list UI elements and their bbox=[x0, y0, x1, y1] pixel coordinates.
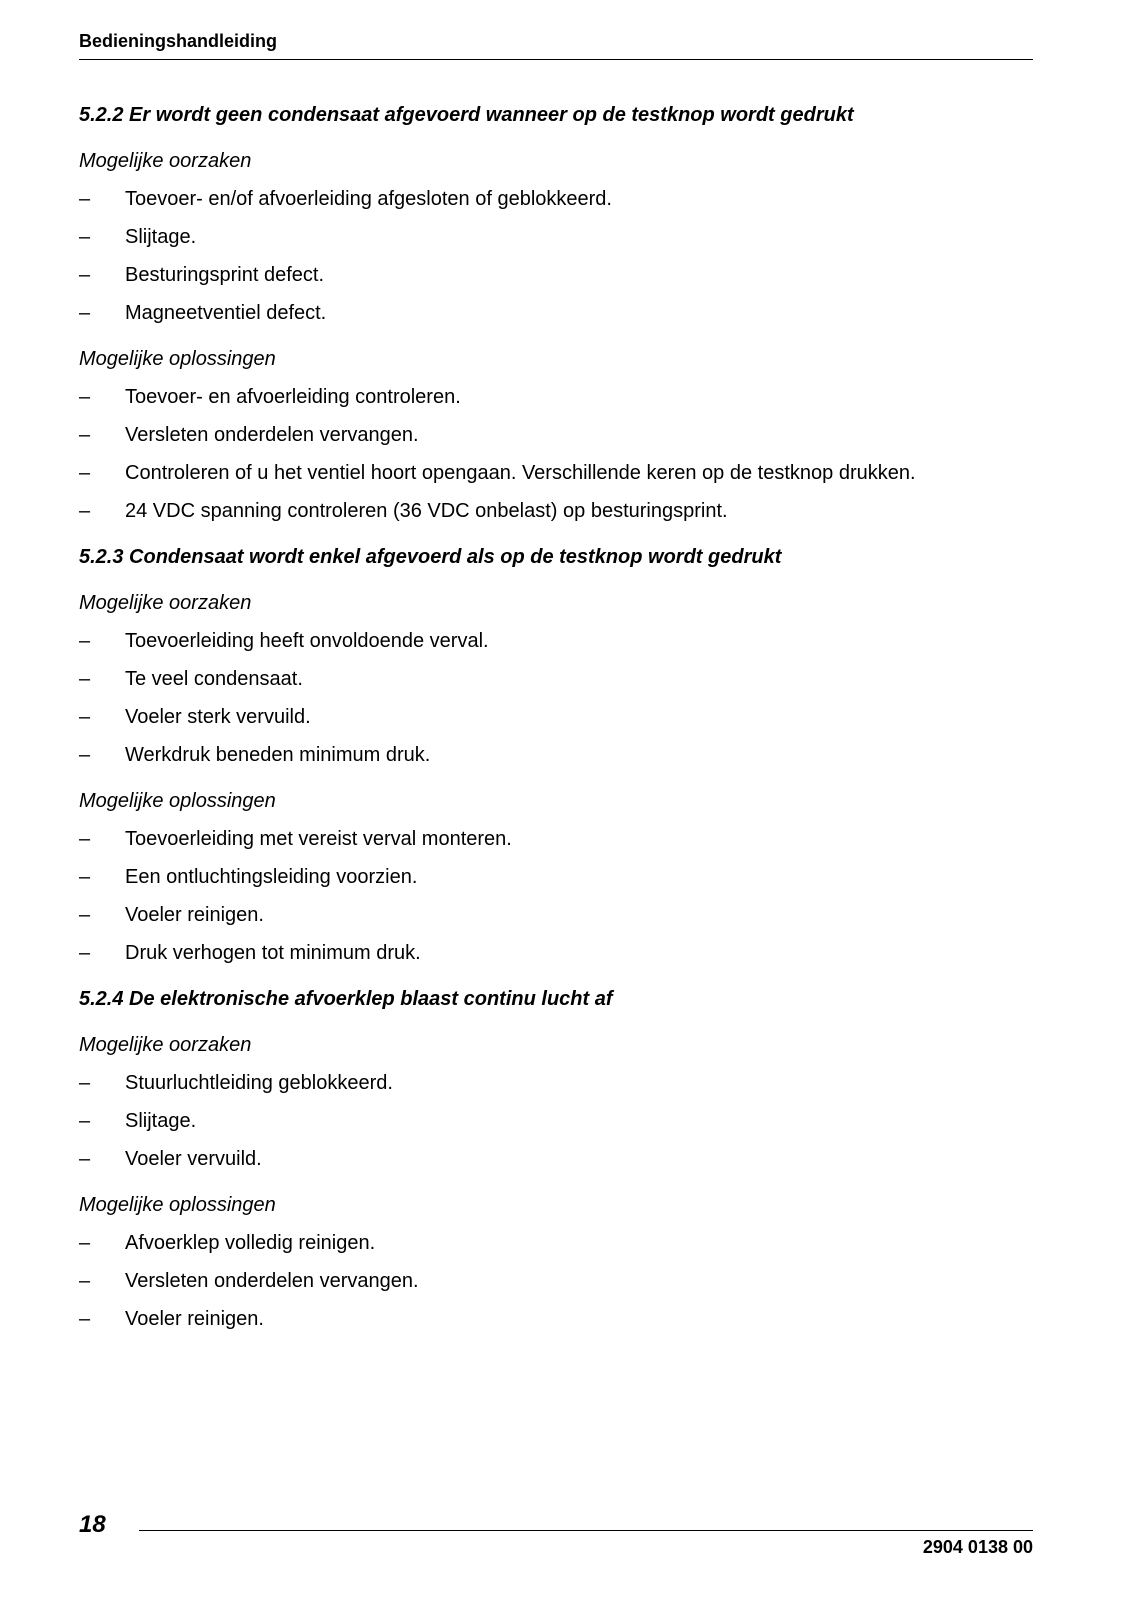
list-item-text: Controleren of u het ventiel hoort opengaan. Verschillende keren op de testknop drukken. bbox=[125, 462, 916, 484]
list-marker: – bbox=[79, 1110, 91, 1132]
list-marker: – bbox=[79, 1308, 91, 1330]
list-item-text: Toevoer- en afvoerleiding controleren. bbox=[125, 386, 461, 408]
list-item bbox=[79, 666, 1039, 704]
list-marker: – bbox=[79, 462, 91, 484]
list-marker: – bbox=[79, 1072, 91, 1094]
list-marker: – bbox=[79, 424, 91, 446]
list-item-text: Toevoer- en/of afvoerleiding afgesloten of geblokkeerd. bbox=[125, 188, 612, 210]
list-item bbox=[79, 224, 1039, 262]
list-marker: – bbox=[79, 904, 91, 926]
list-item-text: Werkdruk beneden minimum druk. bbox=[125, 744, 431, 766]
list-marker: – bbox=[79, 386, 91, 408]
list-item-text: 24 VDC spanning controleren (36 VDC onbelast) op besturingsprint. bbox=[125, 500, 728, 522]
list-marker: – bbox=[79, 302, 91, 324]
list-marker: – bbox=[79, 264, 91, 286]
solutions-list bbox=[79, 826, 1039, 978]
list-item-text: Versleten onderdelen vervangen. bbox=[125, 424, 419, 446]
causes-heading: Mogelijke oorzaken bbox=[79, 592, 252, 614]
causes-list bbox=[79, 186, 1039, 338]
list-marker: – bbox=[79, 828, 91, 850]
document-body bbox=[79, 102, 1039, 1344]
list-item bbox=[79, 864, 1039, 902]
list-item-text: Stuurluchtleiding geblokkeerd. bbox=[125, 1072, 393, 1094]
list-marker: – bbox=[79, 942, 91, 964]
list-item-text: Druk verhogen tot minimum druk. bbox=[125, 942, 421, 964]
list-marker: – bbox=[79, 630, 91, 652]
list-marker: – bbox=[79, 744, 91, 766]
list-item-text: Besturingsprint defect. bbox=[125, 264, 324, 286]
list-item bbox=[79, 1230, 1039, 1268]
list-item bbox=[79, 940, 1039, 978]
causes-list bbox=[79, 628, 1039, 780]
header-divider bbox=[79, 59, 1033, 60]
solutions-list bbox=[79, 1230, 1039, 1344]
list-marker: – bbox=[79, 500, 91, 522]
list-item bbox=[79, 460, 1039, 498]
list-item-text: Afvoerklep volledig reinigen. bbox=[125, 1232, 376, 1254]
list-item bbox=[79, 300, 1039, 338]
page-number: 18 bbox=[79, 1511, 106, 1538]
list-item bbox=[79, 628, 1039, 666]
solutions-heading: Mogelijke oplossingen bbox=[79, 790, 276, 812]
list-item bbox=[79, 186, 1039, 224]
list-item bbox=[79, 1306, 1039, 1344]
list-item bbox=[79, 384, 1039, 422]
list-item-text: Versleten onderdelen vervangen. bbox=[125, 1270, 419, 1292]
list-item-text: Voeler reinigen. bbox=[125, 1308, 264, 1330]
solutions-heading: Mogelijke oplossingen bbox=[79, 1194, 276, 1216]
list-item-text: Voeler vervuild. bbox=[125, 1148, 262, 1170]
section-heading: 5.2.3 Condensaat wordt enkel afgevoerd als op de testknop wordt gedrukt bbox=[79, 546, 782, 568]
section-5-2-4 bbox=[79, 986, 1039, 1344]
list-item-text: Toevoerleiding met vereist verval monteren. bbox=[125, 828, 512, 850]
list-marker: – bbox=[79, 866, 91, 888]
list-marker: – bbox=[79, 226, 91, 248]
solutions-heading: Mogelijke oplossingen bbox=[79, 348, 276, 370]
list-item-text: Magneetventiel defect. bbox=[125, 302, 327, 324]
list-marker: – bbox=[79, 706, 91, 728]
list-item bbox=[79, 1070, 1039, 1108]
list-item-text: Slijtage. bbox=[125, 1110, 197, 1132]
list-item-text: Een ontluchtingsleiding voorzien. bbox=[125, 866, 418, 888]
list-marker: – bbox=[79, 1148, 91, 1170]
list-marker: – bbox=[79, 188, 91, 210]
list-marker: – bbox=[79, 1270, 91, 1292]
list-item bbox=[79, 742, 1039, 780]
footer-divider bbox=[139, 1530, 1033, 1531]
list-item-text: Voeler reinigen. bbox=[125, 904, 264, 926]
list-marker: – bbox=[79, 668, 91, 690]
list-item-text: Voeler sterk vervuild. bbox=[125, 706, 311, 728]
causes-heading: Mogelijke oorzaken bbox=[79, 1034, 252, 1056]
list-item bbox=[79, 262, 1039, 300]
list-item bbox=[79, 422, 1039, 460]
list-item bbox=[79, 704, 1039, 742]
list-item bbox=[79, 498, 1039, 536]
list-item-text: Te veel condensaat. bbox=[125, 668, 303, 690]
causes-list bbox=[79, 1070, 1039, 1184]
document-code: 2904 0138 00 bbox=[922, 1537, 1033, 1557]
causes-heading: Mogelijke oorzaken bbox=[79, 150, 252, 172]
list-marker: – bbox=[79, 1232, 91, 1254]
list-item bbox=[79, 1108, 1039, 1146]
list-item-text: Toevoerleiding heeft onvoldoende verval. bbox=[125, 630, 489, 652]
solutions-list bbox=[79, 384, 1039, 536]
section-heading: 5.2.2 Er wordt geen condensaat afgevoerd wanneer op de testknop wordt gedrukt bbox=[79, 104, 854, 126]
list-item-text: Slijtage. bbox=[125, 226, 197, 248]
header-title: Bedieningshandleiding bbox=[79, 31, 278, 51]
section-heading: 5.2.4 De elektronische afvoerklep blaast continu lucht af bbox=[79, 988, 613, 1010]
list-item bbox=[79, 902, 1039, 940]
list-item bbox=[79, 1146, 1039, 1184]
section-5-2-3 bbox=[79, 544, 1039, 978]
list-item bbox=[79, 1268, 1039, 1306]
section-5-2-2 bbox=[79, 102, 1039, 536]
list-item bbox=[79, 826, 1039, 864]
